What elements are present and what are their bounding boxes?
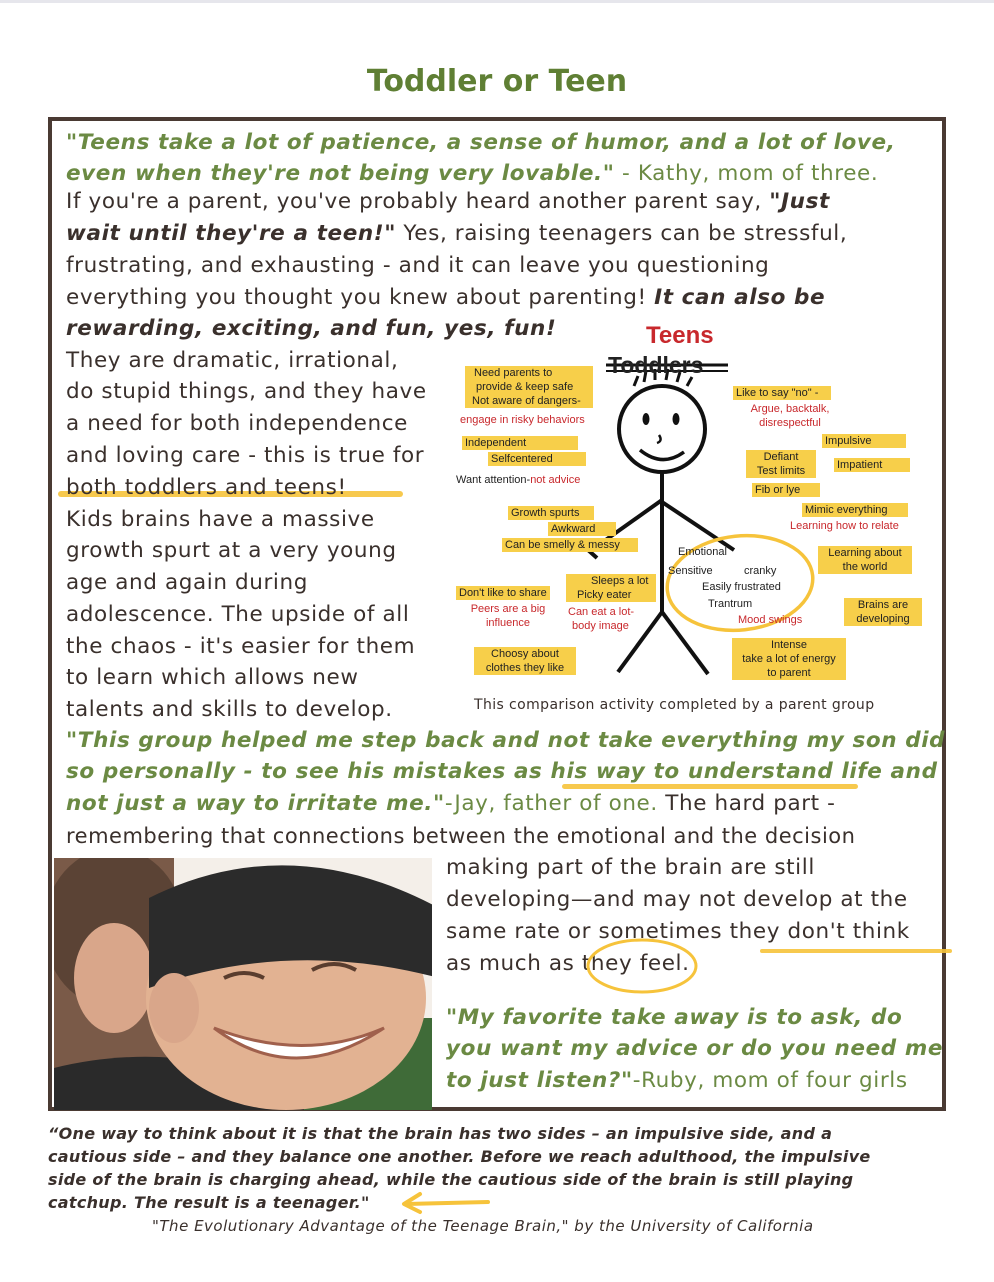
label-emotional: Emotional	[678, 546, 727, 558]
label-text: Can eat a lot-	[568, 606, 635, 618]
top-rule	[0, 0, 994, 3]
label-text: take a lot of energy	[742, 653, 836, 665]
label-growth-spurts: Growth spurts	[508, 506, 594, 520]
left-line: the chaos - it's easier for them	[66, 634, 416, 659]
label-text: disrespectful	[759, 417, 821, 429]
jay-quote-line-2: so personally - to see his mistakes as his way to understand life and	[66, 759, 938, 784]
bottom-quote-line: catchup. The result is a teenager."	[48, 1193, 370, 1212]
left-line: age and again during	[66, 570, 308, 595]
kathy-quote-text: even when they're not being very lovable."	[66, 161, 615, 186]
kathy-quote-line-2	[66, 159, 878, 189]
ruby-attribution: -Ruby, mom of four girls	[632, 1068, 908, 1093]
intro-text: everything you thought you knew about parenting!	[66, 285, 655, 310]
label-impatient: Impatient	[834, 458, 910, 472]
label-text: Need parents to	[474, 367, 553, 379]
label-text: developing	[856, 613, 910, 625]
right-line: same rate or sometimes they don't think	[446, 919, 910, 944]
label-text: Choosy about	[491, 648, 559, 660]
right-leg	[662, 612, 708, 674]
label-text: Want attention-	[456, 474, 531, 486]
kathy-quote-line-1: "Teens take a lot of patience, a sense of humor, and a lot of love,	[66, 130, 896, 155]
label-text: Argue, backtalk,	[750, 403, 830, 415]
left-line: adolescence. The upside of all	[66, 602, 410, 627]
label-selfcentered: Selfcentered	[488, 452, 586, 466]
nose	[657, 435, 661, 443]
left-line: Kids brains have a massive	[66, 507, 375, 532]
teen-photo	[54, 858, 432, 1110]
jay-quote-line-3	[66, 789, 836, 819]
intro-line-1	[66, 187, 830, 217]
left-line: and loving care - this is true for	[66, 443, 425, 468]
label-need-parents	[465, 366, 593, 408]
label-mimic: Mimic everything	[802, 503, 908, 517]
label-impulsive: Impulsive	[822, 434, 906, 448]
label-text: to parent	[767, 667, 811, 679]
label-text: provide & keep safe	[476, 381, 574, 393]
kathy-attribution: - Kathy, mom of three.	[614, 161, 879, 186]
arrow-icon	[396, 1190, 492, 1216]
label-text: Peers are a big	[470, 603, 546, 615]
label-text: Defiant	[763, 451, 799, 463]
bottom-quote-line: side of the brain is charging ahead, while the cautious side of the brain is still playing	[48, 1170, 854, 1189]
right-line: as much as they feel.	[446, 951, 690, 976]
intro-line-2	[66, 219, 847, 249]
right-line: making part of the brain are still	[446, 855, 815, 880]
body-line: remembering that connections between the emotional and the decision	[66, 824, 856, 848]
intro-line-3: frustrating, and exhausting - and it can leave you questioning	[66, 253, 770, 278]
label-mood-swings: Mood swings	[738, 614, 803, 626]
left-line: to learn which allows new	[66, 665, 359, 690]
jay-attribution: -Jay, father of one.	[444, 791, 658, 816]
label-sensitive: Sensitive	[668, 565, 713, 577]
label-choosy	[474, 647, 576, 675]
citation: "The Evolutionary Advantage of the Teenage Brain," by the University of California	[152, 1217, 814, 1235]
label-risky: engage in risky behaviors	[460, 414, 585, 426]
label-intense	[732, 638, 846, 680]
label-awkward: Awkward	[548, 522, 616, 536]
label-learning-relate: Learning how to relate	[790, 520, 899, 532]
label-want-attention	[456, 473, 580, 487]
ruby-quote-line-2: you want my advice or do you need me	[446, 1036, 944, 1061]
intro-line-4	[66, 283, 825, 313]
diagram-caption: This comparison activity completed by a parent group	[474, 697, 875, 713]
smile	[640, 450, 684, 460]
intro-emphasis: "Just	[769, 189, 830, 214]
diagram-title-toddlers: Toddlers	[608, 352, 704, 378]
label-independent: Independent	[462, 436, 578, 450]
diagram-title-teens: Teens	[646, 322, 714, 349]
label-text: Test limits	[756, 465, 806, 477]
label-text: influence	[485, 617, 531, 629]
label-brains	[844, 598, 922, 626]
label-text: body image	[572, 620, 629, 632]
label-argue	[742, 402, 838, 430]
jay-quote-line-1: "This group helped me step back and not take everything my son did	[66, 728, 946, 753]
body-text: The hard part -	[657, 791, 836, 816]
bottom-quote-line: “One way to think about it is that the brain has two sides – an impulsive side, and a	[48, 1124, 833, 1143]
left-line: both toddlers and teens!	[66, 475, 347, 500]
left-line: do stupid things, and they have	[66, 379, 427, 404]
label-text: Intense	[770, 639, 808, 651]
ruby-quote-text: to just listen?"	[446, 1068, 633, 1093]
jay-quote-text: not just a way to irritate me."	[66, 791, 445, 816]
label-sleeps-picky	[566, 574, 656, 602]
bottom-quote-line: cautious side – and they balance one another. Before we reach adulthood, the impulsive	[48, 1147, 871, 1166]
label-easily-frustrated: Easily frustrated	[702, 581, 781, 593]
label-peers	[468, 602, 548, 630]
label-text: Picky eater	[577, 589, 632, 601]
left-line: talents and skills to develop.	[66, 697, 393, 722]
label-cranky: cranky	[744, 565, 777, 577]
label-text: the world	[842, 561, 888, 573]
label-dont-share: Don't like to share	[456, 586, 550, 600]
label-trantrum: Trantrum	[708, 598, 753, 610]
left-line: They are dramatic, irrational,	[66, 348, 399, 373]
highlight-underline	[760, 949, 952, 953]
intro-emphasis: wait until they're a teen!"	[66, 221, 396, 246]
label-defiant	[746, 450, 816, 478]
label-text: Sleeps a lot	[591, 575, 649, 587]
label-text: Brains are	[857, 599, 909, 611]
page-title: Toddler or Teen	[366, 64, 628, 99]
intro-text: Yes, raising teenagers can be stressful,	[396, 221, 848, 246]
label-text: not advice	[530, 474, 581, 486]
label-text: Learning about	[828, 547, 902, 559]
right-arm	[662, 502, 734, 550]
intro-text: If you're a parent, you've probably heard another parent say,	[66, 189, 770, 214]
label-like-no: Like to say "no" -	[733, 386, 831, 400]
ruby-quote-line-1: "My favorite take away is to ask, do	[446, 1005, 903, 1030]
label-text: Not aware of dangers-	[472, 395, 581, 407]
left-line: a need for both independence	[66, 411, 408, 436]
they-feel-circle	[584, 936, 702, 1000]
label-learning-world	[818, 546, 912, 574]
left-line: growth spurt at a very young	[66, 538, 397, 563]
intro-emphasis: It can also be	[654, 285, 826, 310]
right-line: developing—and may not develop at the	[446, 887, 908, 912]
label-fib: Fib or lye	[752, 483, 820, 497]
label-eat-lot	[566, 605, 650, 633]
label-smelly: Can be smelly & messy	[502, 538, 638, 552]
label-text: clothes they like	[485, 662, 565, 674]
ruby-quote-line-3	[446, 1066, 908, 1096]
left-eye	[643, 413, 650, 425]
teen-photo-illustration	[54, 858, 432, 1110]
right-eye	[673, 413, 680, 425]
intro-line-5: rewarding, exciting, and fun, yes, fun!	[66, 316, 557, 341]
comparison-diagram	[450, 322, 930, 692]
